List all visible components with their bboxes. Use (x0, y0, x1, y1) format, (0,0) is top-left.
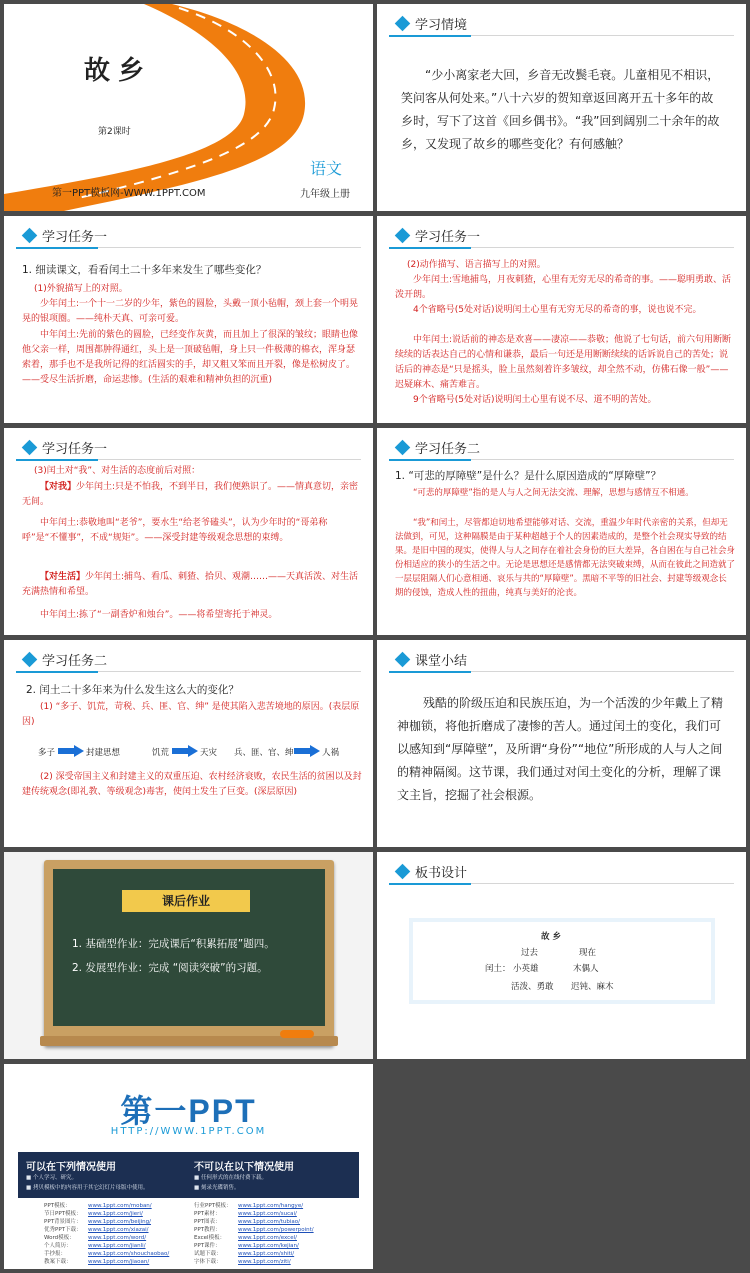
slide-summary[interactable] (377, 640, 746, 847)
link-row (194, 1218, 300, 1226)
link-row (194, 1226, 314, 1234)
cause-1-type: 封建思想 (86, 748, 121, 758)
link-row (44, 1226, 149, 1234)
link-label: PPT教程： (194, 1227, 221, 1233)
point-4-text: 少年闰土:捕鸟、看瓜、刺猹、拾贝、观潮……——天真活泼、对生活充满热情和希望。 (22, 572, 359, 597)
subject: 语文 (310, 159, 343, 178)
link-label: 个人简历： (44, 1243, 72, 1249)
site-text: 第一PPT模板网-WWW.1PPT.COM (52, 188, 206, 199)
point-1: (1) “多子、饥荒，苛税、兵、匪、官、绅” 是使其陷入悲苦境地的原因。(表层原因) (22, 702, 360, 727)
link-url[interactable]: www.1ppt.com/excel/ (238, 1235, 297, 1241)
link-row (44, 1210, 143, 1218)
point-2: 少年闰土:雪地捕鸟，月夜刺猹，心里有无穷无尽的希奇的事。——聪明勇敢、活泼开朗。 (395, 275, 732, 300)
question: 1. 细读课文，看看闰土二十多年来发生了哪些变化？ (22, 264, 267, 276)
link-label: 教案下载： (44, 1259, 72, 1265)
link-label: 优秀PPT下载： (44, 1227, 82, 1233)
board-past: 过去 (521, 948, 539, 958)
link-label: 节日PPT模板： (44, 1211, 82, 1217)
link-label: 字体下载： (194, 1259, 222, 1265)
board-c: 活泼、勇敢 (511, 982, 554, 992)
point-5: 9个省略号(5处对话)说明闰土心里有说不尽、道不明的苦处。 (413, 395, 657, 405)
link-row (44, 1242, 146, 1250)
license-bar (18, 1152, 359, 1198)
slide-header (397, 437, 480, 457)
slide-header (397, 13, 467, 33)
arrow-right-icon (172, 745, 198, 757)
point-1: “可悲的厚障壁”指的是人与人之间无法交流、理解，思想与感情互不相通。 (413, 488, 694, 498)
arrow-right-icon (58, 745, 84, 757)
diamond-icon (395, 15, 411, 31)
road-graphic (4, 4, 373, 211)
header-divider (389, 671, 734, 672)
point-1: (2)动作描写、语言描写上的对照。 (407, 260, 546, 270)
diamond-icon (395, 651, 411, 667)
diamond-icon (22, 227, 38, 243)
diamond-icon (395, 439, 411, 455)
link-url[interactable]: www.1ppt.com/kejian/ (238, 1243, 299, 1249)
homework-item-2: 2. 发展型作业：完成 “阅读突破”的习题。 (72, 962, 268, 974)
diamond-icon (22, 439, 38, 455)
link-row (44, 1234, 146, 1242)
link-url[interactable]: www.1ppt.com/sucai/ (238, 1211, 297, 1217)
slide-task1-a[interactable] (4, 216, 373, 423)
point-2-text: 少年闰土:只是不怕我，不到半日，我们便熟识了。——情真意切，亲密无间。 (22, 482, 359, 507)
cause-1: 多子 (38, 748, 56, 758)
diamond-icon (395, 863, 411, 879)
point-2 (22, 480, 362, 510)
slide-promo[interactable] (4, 1064, 373, 1269)
link-label: PPT模板： (44, 1203, 71, 1209)
link-url[interactable]: www.1ppt.com/tubiao/ (238, 1219, 300, 1225)
link-url[interactable]: www.1ppt.com/word/ (88, 1235, 147, 1241)
header-label: 学习任务一 (42, 229, 108, 245)
link-row (194, 1250, 294, 1258)
link-label: PPT素材： (194, 1211, 221, 1217)
header-divider (389, 459, 734, 460)
header-label: 学习情境 (415, 17, 468, 33)
header-divider (16, 247, 361, 248)
point-2: 少年闰土:一个十一二岁的少年，紫色的圆脸，头戴一顶小毡帽，颈上套一个明晃晃的银项圈。——纯朴天真、可亲可爱。 (22, 299, 359, 324)
link-url[interactable]: www.1ppt.com/ziti/ (238, 1259, 291, 1265)
homework-item-1: 1. 基础型作业：完成课后“积累拓展”题四。 (72, 938, 275, 950)
link-label: Word模板： (44, 1235, 75, 1241)
link-label: 试题下载： (194, 1251, 222, 1257)
diamond-icon (395, 227, 411, 243)
empty-area (377, 1064, 746, 1269)
forbidden-title: 不可以在以下情况使用 (194, 1162, 294, 1173)
point-2: “我”和闰土，尽管都迫切地希望能够对话、交流，重温少年时代亲密的关系，但却无法做到，可见，这种隔膜是由于某种超越于个人的因素造成的，是整个社会现实导致的结果。是旧中国的现实，使得人与人之间存在着社会身份的巨大差异，各自困在与自己社会身份相适应的狭小的生活之中。无论是思想还是感情都无法突破束缚，从而在彼此之间造就了一层层阻隔人们心意相通、哀乐与共的“厚障壁”。黑暗不平等的旧社会、封建等级观念长期的侵蚀，造成人性的扭曲，纯真与美好的沦丧。 (395, 518, 736, 598)
point-4 (22, 570, 362, 600)
slide-task1-c[interactable] (4, 428, 373, 635)
header-label: 学习任务二 (42, 653, 108, 669)
slide-situation[interactable] (377, 4, 746, 211)
allowed-2: ■ 拷贝模板中的内容用于其它幻灯片母版中使用。 (26, 1185, 149, 1191)
slide-task2-b[interactable] (4, 640, 373, 847)
point-5: 中年闰土:拣了“一副香炉和烛台”。——将希望寄托于神灵。 (40, 610, 278, 620)
header-divider (16, 671, 361, 672)
link-row (44, 1250, 169, 1258)
slide-task1-b[interactable] (377, 216, 746, 423)
link-row (44, 1258, 149, 1266)
board-who: 闰土： (485, 964, 511, 974)
link-url[interactable]: www.1ppt.com/powerpoint/ (238, 1227, 314, 1233)
point-3: 中年闰土:先前的紫色的圆脸，已经变作灰黄，而且加上了很深的皱纹；眼睛也像他父亲一样，周围都肿得通红，头上是一顶破毡帽，身上只一件极薄的棉衣，浑身瑟索着，那手也不是我所记得的红活圆实的手，却又粗又笨而且开裂，像是松树皮了。——受尽生活折磨，命运悲惨。(生活的艰难和精神负担的沉重) (22, 330, 359, 385)
question: 2. 闰土二十多年来为什么发生这么大的变化？ (26, 684, 239, 696)
brand-logo: 第一PPT (120, 1093, 257, 1129)
link-label: Excel模板： (194, 1235, 226, 1241)
header-divider (389, 883, 734, 884)
link-url[interactable]: www.1ppt.com/jiaoan/ (88, 1259, 150, 1265)
grade: 九年级上册 (300, 189, 350, 200)
slide-board-design[interactable] (377, 852, 746, 1059)
link-label: PPT背景图片： (44, 1219, 82, 1225)
link-url[interactable]: www.1ppt.com/moban/ (88, 1203, 152, 1209)
slide-header (24, 437, 107, 457)
board-inner (413, 922, 711, 1000)
link-url[interactable]: www.1ppt.com/jieri/ (88, 1211, 143, 1217)
cause-2: 饥荒 (152, 748, 170, 758)
link-url[interactable]: www.1ppt.com/shiti/ (238, 1251, 295, 1257)
header-label: 课堂小结 (415, 653, 468, 669)
link-url[interactable]: www.1ppt.com/jianli/ (88, 1243, 146, 1249)
link-label: 行业PPT模板： (194, 1203, 232, 1209)
forbidden-2: ■ 刻录光碟销售。 (194, 1185, 240, 1191)
tag-me: 【对我】 (40, 482, 77, 492)
link-url[interactable]: www.1ppt.com/hangye/ (238, 1203, 304, 1209)
link-row (194, 1242, 299, 1250)
blackboard (44, 860, 334, 1046)
summary-text: 残酷的阶级压迫和民族压迫，为一个活泼的少年戴上了精神枷锁，将他折磨成了凄惨的苦人。通过闰土的变化，我们可以感知到“厚障壁”，及所谓“身份”“地位”所形成的人与人之间的精神隔阂。这节课，我们通过对闰土变化的分析，理解了课文主旨，挖掘了社会根源。 (397, 696, 724, 802)
forbidden-1: ■ 任何形式的在线付费下载。 (194, 1175, 267, 1181)
link-row (44, 1202, 152, 1210)
link-row (44, 1218, 151, 1226)
slide-header (397, 649, 467, 669)
header-label: 板书设计 (415, 865, 468, 881)
link-label: PPT图表： (194, 1219, 221, 1225)
slide-header (24, 649, 107, 669)
link-row (194, 1202, 303, 1210)
header-label: 学习任务一 (415, 229, 481, 245)
board-now: 现在 (579, 948, 597, 958)
cause-flow (38, 744, 358, 760)
cause-3: 兵、匪、官、绅 (234, 748, 294, 758)
slide-header (397, 861, 467, 881)
arrow-right-icon (294, 745, 320, 757)
homework-title: 课后作业 (122, 890, 250, 912)
point-3: 4个省略号(5处对话)说明闰土心里有无穷无尽的希奇的事，说也说不完。 (413, 305, 702, 315)
board-frame (409, 918, 715, 1004)
link-url[interactable]: www.1ppt.com/shouchaobao/ (88, 1251, 170, 1257)
link-url[interactable]: www.1ppt.com/beijing/ (88, 1219, 152, 1225)
allowed-1: ■ 个人学习、研究。 (26, 1175, 77, 1181)
board-b: 木偶人 (573, 964, 599, 974)
slide-header (24, 225, 107, 245)
question: 1. “可悲的厚障壁”是什么？是什么原因造成的“厚障壁”？ (395, 470, 662, 482)
author: 鲁迅 (104, 98, 131, 113)
link-label: 手抄报： (44, 1251, 67, 1257)
tag-life: 【对生活】 (40, 572, 86, 582)
board-a: 小英雄 (513, 964, 539, 974)
lesson-number: 第2课时 (98, 127, 131, 137)
chalk-icon (280, 1030, 314, 1038)
point-3: 中年闰土:恭敬地叫“老爷”，要水生“给老爷磕头”，认为少年时的“哥弟称呼”是“不懂事”，不成“规矩”。——深受封建等级观念思想的束缚。 (22, 518, 328, 543)
point-4: 中年闰土:说话前的神态是欢喜——凄凉——恭敬；他说了七句话，前六句用断断续续的话表达自己的心情和谦恭，最后一句还是用断断续续的话诉说自己的苦处；说话后的神态是“只是摇头，脸上虽然刻着许多皱纹，却全然不动，仿佛石像一般”——迟疑麻木、痛苦难言。 (395, 335, 732, 390)
link-row (194, 1210, 297, 1218)
header-label: 学习任务一 (42, 441, 108, 457)
link-label: PPT课件： (194, 1243, 221, 1249)
point-1: (3)闰土对“我”、对生活的态度前后对照： (34, 466, 201, 476)
board-title: 故 乡 (541, 932, 561, 942)
lesson-title: 故乡 (84, 56, 153, 86)
link-row (194, 1234, 297, 1242)
header-divider (16, 459, 361, 460)
brand-url: HTTP://WWW.1PPT.COM (110, 1126, 267, 1137)
header-divider (389, 247, 734, 248)
slide-header (397, 225, 480, 245)
point-1: (1)外貌描写上的对照。 (34, 284, 128, 294)
cause-2-type: 天灾 (200, 748, 218, 758)
cause-3-type: 人祸 (322, 748, 340, 758)
board-d: 迟钝、麻木 (571, 982, 614, 992)
slide-task2-a[interactable] (377, 428, 746, 635)
slide-homework[interactable] (4, 852, 373, 1059)
header-label: 学习任务二 (415, 441, 481, 457)
diamond-icon (22, 651, 38, 667)
point-2: (2) 深受帝国主义和封建主义的双重压迫、农村经济衰败，农民生活的贫困以及封建传统观念(即礼教、等级观念)毒害，使闰土发生了巨变。(深层原因) (22, 772, 362, 797)
link-url[interactable]: www.1ppt.com/xiazai/ (88, 1227, 149, 1233)
link-row (194, 1258, 291, 1266)
slide-title[interactable] (4, 4, 373, 211)
situation-text: “少小离家老大回，乡音无改鬓毛衰。儿童相见不相识，笑问客从何处来。”八十六岁的贺知章返回离开五十多年的故乡时，写下了这首《回乡偶书》。“我”回到阔别二十余年的故乡，又发现了故乡的哪些变化？有何感触？ (401, 68, 720, 151)
header-divider (389, 35, 734, 36)
allowed-title: 可以在下列情况使用 (26, 1162, 116, 1173)
